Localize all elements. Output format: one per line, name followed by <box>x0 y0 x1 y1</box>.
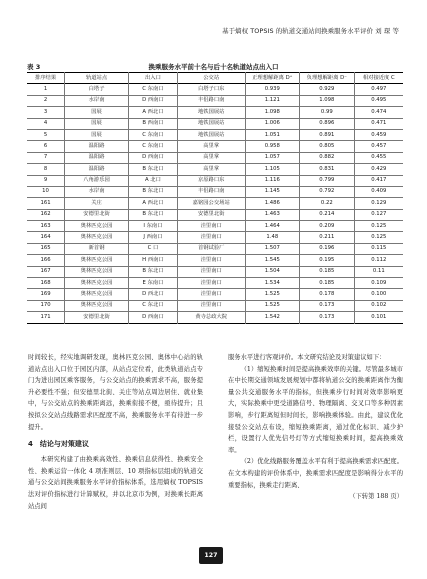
header-station: 轨道站点 <box>65 73 129 84</box>
d-plus-cell: 1.098 <box>245 107 300 118</box>
rank-cell: 3 <box>27 107 65 118</box>
bus-stop-cell: 首钢试验厂 <box>177 243 245 254</box>
station-cell: 温阳路 <box>65 152 129 163</box>
header-closeness: 相对接近度 C <box>362 74 395 81</box>
bus-stop-cell: 地铁国展站 <box>177 118 245 129</box>
table-row <box>27 243 403 254</box>
entrance-cell: B 东北口 <box>129 209 178 220</box>
rank-cell: 5 <box>27 129 65 140</box>
station-cell: 水岸南 <box>65 95 129 106</box>
d-minus-cell: 0.831 <box>300 164 355 175</box>
d-minus-cell: 0.195 <box>300 255 355 266</box>
closeness-cell: 0.11 <box>372 268 385 275</box>
d-plus-cell: 1.525 <box>245 300 300 311</box>
d-minus-cell: 0.882 <box>300 152 355 163</box>
ranking-table <box>27 72 403 324</box>
header-d-plus: 正理想解距离 D⁺ <box>245 73 300 84</box>
rank-cell: 2 <box>27 95 65 106</box>
table-row <box>27 209 403 220</box>
entrance-cell: H 西南口 <box>129 255 178 266</box>
d-plus-cell: 1.525 <box>245 289 300 300</box>
d-plus-cell: 1.464 <box>245 221 300 232</box>
rank-cell: 171 <box>27 312 65 323</box>
station-cell: 安德里北街 <box>65 209 129 220</box>
rank-cell: 1 <box>27 84 65 95</box>
section-heading: 4 结论与对策建议 <box>28 440 89 449</box>
entrance-cell: D 西南口 <box>129 152 178 163</box>
bus-stop-cell: 洼里南口 <box>177 221 245 232</box>
entrance-cell: C 东北口 <box>129 300 178 311</box>
closeness-cell: 0.409 <box>371 188 387 195</box>
d-minus-cell: 0.173 <box>300 300 355 311</box>
bus-stop-cell: 安德里北街 <box>177 209 245 220</box>
d-minus-cell: 0.929 <box>300 84 355 95</box>
entrance-cell: C 口 <box>129 243 178 254</box>
closeness-cell: 0.455 <box>371 154 387 161</box>
table-row <box>27 255 403 266</box>
closeness-cell: 0.109 <box>371 279 387 286</box>
station-cell: 安德里北街 <box>65 312 129 323</box>
d-plus-cell: 0.958 <box>245 141 300 152</box>
rank-cell: 9 <box>27 175 65 186</box>
bus-stop-cell: 白塔子口东 <box>177 84 245 95</box>
rank-cell: 10 <box>27 186 65 197</box>
bus-stop-cell: 高里掌 <box>177 152 245 163</box>
table-row <box>27 198 403 209</box>
d-minus-cell: 1.098 <box>300 95 355 106</box>
table-label: 表 3 <box>27 63 41 71</box>
closeness-cell: 0.125 <box>371 234 387 241</box>
d-minus-cell: 0.211 <box>300 232 355 243</box>
bus-stop-cell: 洼里南口 <box>177 266 245 277</box>
body-paragraph: 时间较长，经实地调研发现，奥林匹克公园、奥体中心站的轨道站点出入口位于园区内部，从站点定位看，此类轨道站点专门为进出园区乘客服务，与公交站点的换乘需求不高，服务提升必要性不强；但安德里北街、关庄等站点周边居住、就业集中，与公交站点的换乘距离远，换乘衔接不便，亟待提升；且按拟公交站点线路需求匹配度不高，换乘服务水平有待进一步提升。 <box>28 354 203 431</box>
entrance-cell: A 西北口 <box>129 107 178 118</box>
rank-cell: 168 <box>27 278 65 289</box>
table-row <box>27 164 403 175</box>
d-plus-cell: 1.486 <box>245 198 300 209</box>
d-minus-cell: 0.792 <box>300 186 355 197</box>
d-plus-cell: 1.121 <box>245 95 300 106</box>
d-plus-cell: 1.006 <box>245 118 300 129</box>
bus-stop-cell: 洼里南口 <box>177 232 245 243</box>
station-cell: 新首钢 <box>65 243 129 254</box>
d-minus-cell: 0.99 <box>300 107 355 118</box>
d-minus-cell: 0.178 <box>300 289 355 300</box>
d-plus-cell: 1.051 <box>245 129 300 140</box>
station-cell: 奥林匹克公园 <box>65 278 129 289</box>
d-plus-cell: 1.48 <box>245 232 300 243</box>
closeness-cell: 0.495 <box>371 97 387 104</box>
body-paragraph: 服务水平进行客观评价。本文研究结论及对策建议如下： <box>228 354 386 361</box>
d-minus-cell: 0.185 <box>300 278 355 289</box>
d-plus-cell: 1.542 <box>245 312 300 323</box>
body-paragraph: 本研究构建了由换乘高效性、换乘信息获得性、换乘安全性、换乘运营一体化 4 项准则层、10 项指标层组成的轨道交通与公交站间换乘服务水平评价指标体系，选用熵权 TOPSIS 法对评价指标进行计算赋权，并以北京市为例，对换乘长距离站点间 <box>28 456 203 510</box>
entrance-cell: B 西南口 <box>129 118 178 129</box>
body-paragraph: （2）优化线路服务覆盖水平有利于提高换乘需求匹配度。在文本构建的评价体系中，换乘需求匹配度是影响得分水平的重要指标，换乘走行距离、 <box>228 458 403 489</box>
table-row <box>27 141 403 152</box>
bus-stop-cell: 地铁国展站 <box>177 129 245 140</box>
d-minus-cell: 0.896 <box>300 118 355 129</box>
d-minus-cell: 0.173 <box>300 312 355 323</box>
bus-stop-cell: 地铁国展站 <box>177 107 245 118</box>
table-row <box>27 289 403 300</box>
rank-cell: 170 <box>27 300 65 311</box>
closeness-cell: 0.457 <box>371 142 387 149</box>
d-plus-cell: 1.545 <box>245 255 300 266</box>
bus-stop-cell: 丰侣路口南 <box>177 186 245 197</box>
closeness-cell: 0.125 <box>371 222 387 229</box>
rank-cell: 163 <box>27 221 65 232</box>
table-row <box>27 312 403 323</box>
station-cell: 国展 <box>65 129 129 140</box>
d-plus-cell: 1.507 <box>245 243 300 254</box>
d-minus-cell: 0.805 <box>300 141 355 152</box>
table-body <box>27 84 403 323</box>
rank-cell: 167 <box>27 266 65 277</box>
d-plus-cell: 1.463 <box>245 209 300 220</box>
entrance-cell: C 东南口 <box>129 84 178 95</box>
bus-stop-cell: 嘉铭园公交场站 <box>177 198 245 209</box>
bus-stop-cell: 洼里南口 <box>177 289 245 300</box>
entrance-cell: E 东南口 <box>129 278 178 289</box>
closeness-cell: 0.474 <box>371 108 387 115</box>
station-cell: 奥林匹克公园 <box>65 266 129 277</box>
station-cell: 白塔子 <box>65 84 129 95</box>
entrance-cell: D 西南口 <box>129 312 178 323</box>
d-minus-cell: 0.196 <box>300 243 355 254</box>
station-cell: 温阳路 <box>65 141 129 152</box>
entrance-cell: A 北口 <box>129 175 178 186</box>
closeness-cell: 0.100 <box>371 290 387 297</box>
table-row <box>27 95 403 106</box>
table-row <box>27 175 403 186</box>
table-row <box>27 300 403 311</box>
running-head: 基于熵权 TOPSIS 的轨道交通站间换乘服务水平评价 刘 琛 等 <box>222 27 399 35</box>
rank-cell: 165 <box>27 243 65 254</box>
d-plus-cell: 1.145 <box>245 186 300 197</box>
rank-cell: 164 <box>27 232 65 243</box>
rank-cell: 162 <box>27 209 65 220</box>
rank-cell: 169 <box>27 289 65 300</box>
station-cell: 国展 <box>65 107 129 118</box>
d-plus-cell: 1.057 <box>245 152 300 163</box>
d-plus-cell: 1.534 <box>245 278 300 289</box>
rank-cell: 8 <box>27 164 65 175</box>
body-paragraph: （1）缩短换乘时间是提高换乘效率的关键。尽管最多城市在中长期交通领域发展规划中都将轨道公交的换乘距离作为衡量公共交通服务水平的指标，但换乘步行时间对效率影响更大，实际换乘中更受道路信号、物理隔离、交叉口等多种因素影响，步行距离短但时间长，影响换乘体验。由此，建议优化接驳公交站点布设，缩短换乘距离，通过优化标识、减少护栏，设置行人优先信号灯等方式缩短换乘时间，提高换乘效率。 <box>228 365 403 454</box>
rank-cell: 4 <box>27 118 65 129</box>
closeness-cell: 0.112 <box>371 256 387 263</box>
table-row <box>27 152 403 163</box>
rank-cell: 7 <box>27 152 65 163</box>
station-cell: 八角游乐园 <box>65 175 129 186</box>
station-cell: 奥林匹克公园 <box>65 289 129 300</box>
d-plus-cell: 1.105 <box>245 164 300 175</box>
d-minus-cell: 0.214 <box>300 209 355 220</box>
page-number: 127 <box>199 547 223 564</box>
right-column <box>228 352 403 503</box>
header-rank: 排序结果 <box>27 73 65 84</box>
table-row <box>27 107 403 118</box>
entrance-cell: D 西南口 <box>129 95 178 106</box>
closeness-cell: 0.471 <box>371 120 387 127</box>
entrance-cell: A 西北口 <box>129 198 178 209</box>
rank-cell: 6 <box>27 141 65 152</box>
d-minus-cell: 0.185 <box>300 266 355 277</box>
d-minus-cell: 0.22 <box>300 198 355 209</box>
closeness-cell: 0.127 <box>371 211 387 218</box>
table-row <box>27 278 403 289</box>
rank-cell: 166 <box>27 255 65 266</box>
d-minus-cell: 0.891 <box>300 129 355 140</box>
entrance-cell: B 东北口 <box>129 164 178 175</box>
d-plus-cell: 1.504 <box>245 266 300 277</box>
d-plus-cell: 1.116 <box>245 175 300 186</box>
table-row <box>27 129 403 140</box>
closeness-cell: 0.429 <box>371 165 387 172</box>
closeness-cell: 0.417 <box>371 177 387 184</box>
table-row <box>27 221 403 232</box>
table-row <box>27 232 403 243</box>
entrance-cell: C 东南口 <box>129 141 178 152</box>
closeness-cell: 0.459 <box>371 131 387 138</box>
entrance-cell: D 西北口 <box>129 289 178 300</box>
closeness-cell: 0.101 <box>371 313 387 320</box>
bus-stop-cell: 洼里南口 <box>177 255 245 266</box>
entrance-cell: B 东北口 <box>129 186 178 197</box>
station-cell: 关庄 <box>65 198 129 209</box>
table-caption: 换乘服务水平前十名与后十名轨道站点出入口 <box>148 63 279 71</box>
closeness-cell: 0.129 <box>371 199 387 206</box>
rank-cell: 161 <box>27 198 65 209</box>
table-row <box>27 118 403 129</box>
station-cell: 国展 <box>65 118 129 129</box>
entrance-cell: B 东北口 <box>129 266 178 277</box>
continue-note: （下转第 188 页） <box>349 493 403 501</box>
bus-stop-cell: 京原路口东 <box>177 175 245 186</box>
station-cell: 温阳路 <box>65 164 129 175</box>
station-cell: 奥林匹克公园 <box>65 255 129 266</box>
bus-stop-cell: 丰侣路口南 <box>177 95 245 106</box>
d-plus-cell: 0.939 <box>245 84 300 95</box>
entrance-cell: C 东南口 <box>129 129 178 140</box>
d-minus-cell: 0.209 <box>300 221 355 232</box>
table-header-row <box>27 73 403 84</box>
closeness-cell: 0.497 <box>371 85 387 92</box>
table-row <box>27 84 403 95</box>
station-cell: 奥林匹克公园 <box>65 221 129 232</box>
bus-stop-cell: 黄寺总政大院 <box>177 312 245 323</box>
table-row <box>27 266 403 277</box>
left-column <box>28 352 203 512</box>
bus-stop-cell: 高里掌 <box>177 141 245 152</box>
closeness-cell: 0.102 <box>371 302 387 309</box>
station-cell: 水岸南 <box>65 186 129 197</box>
station-cell: 奥林匹克公园 <box>65 300 129 311</box>
closeness-cell: 0.115 <box>371 245 387 252</box>
station-cell: 奥林匹克公园 <box>65 232 129 243</box>
header-d-minus: 负理想解距离 D⁻ <box>300 73 355 84</box>
entrance-cell: J 西南口 <box>129 232 178 243</box>
d-minus-cell: 0.799 <box>300 175 355 186</box>
header-entrance: 出入口 <box>129 73 178 84</box>
bus-stop-cell: 洼里南口 <box>177 300 245 311</box>
table-row <box>27 186 403 197</box>
bus-stop-cell: 高里掌 <box>177 164 245 175</box>
entrance-cell: I 东南口 <box>129 221 178 232</box>
bus-stop-cell: 洼里南口 <box>177 278 245 289</box>
header-bus-stop: 公交站 <box>177 73 245 84</box>
